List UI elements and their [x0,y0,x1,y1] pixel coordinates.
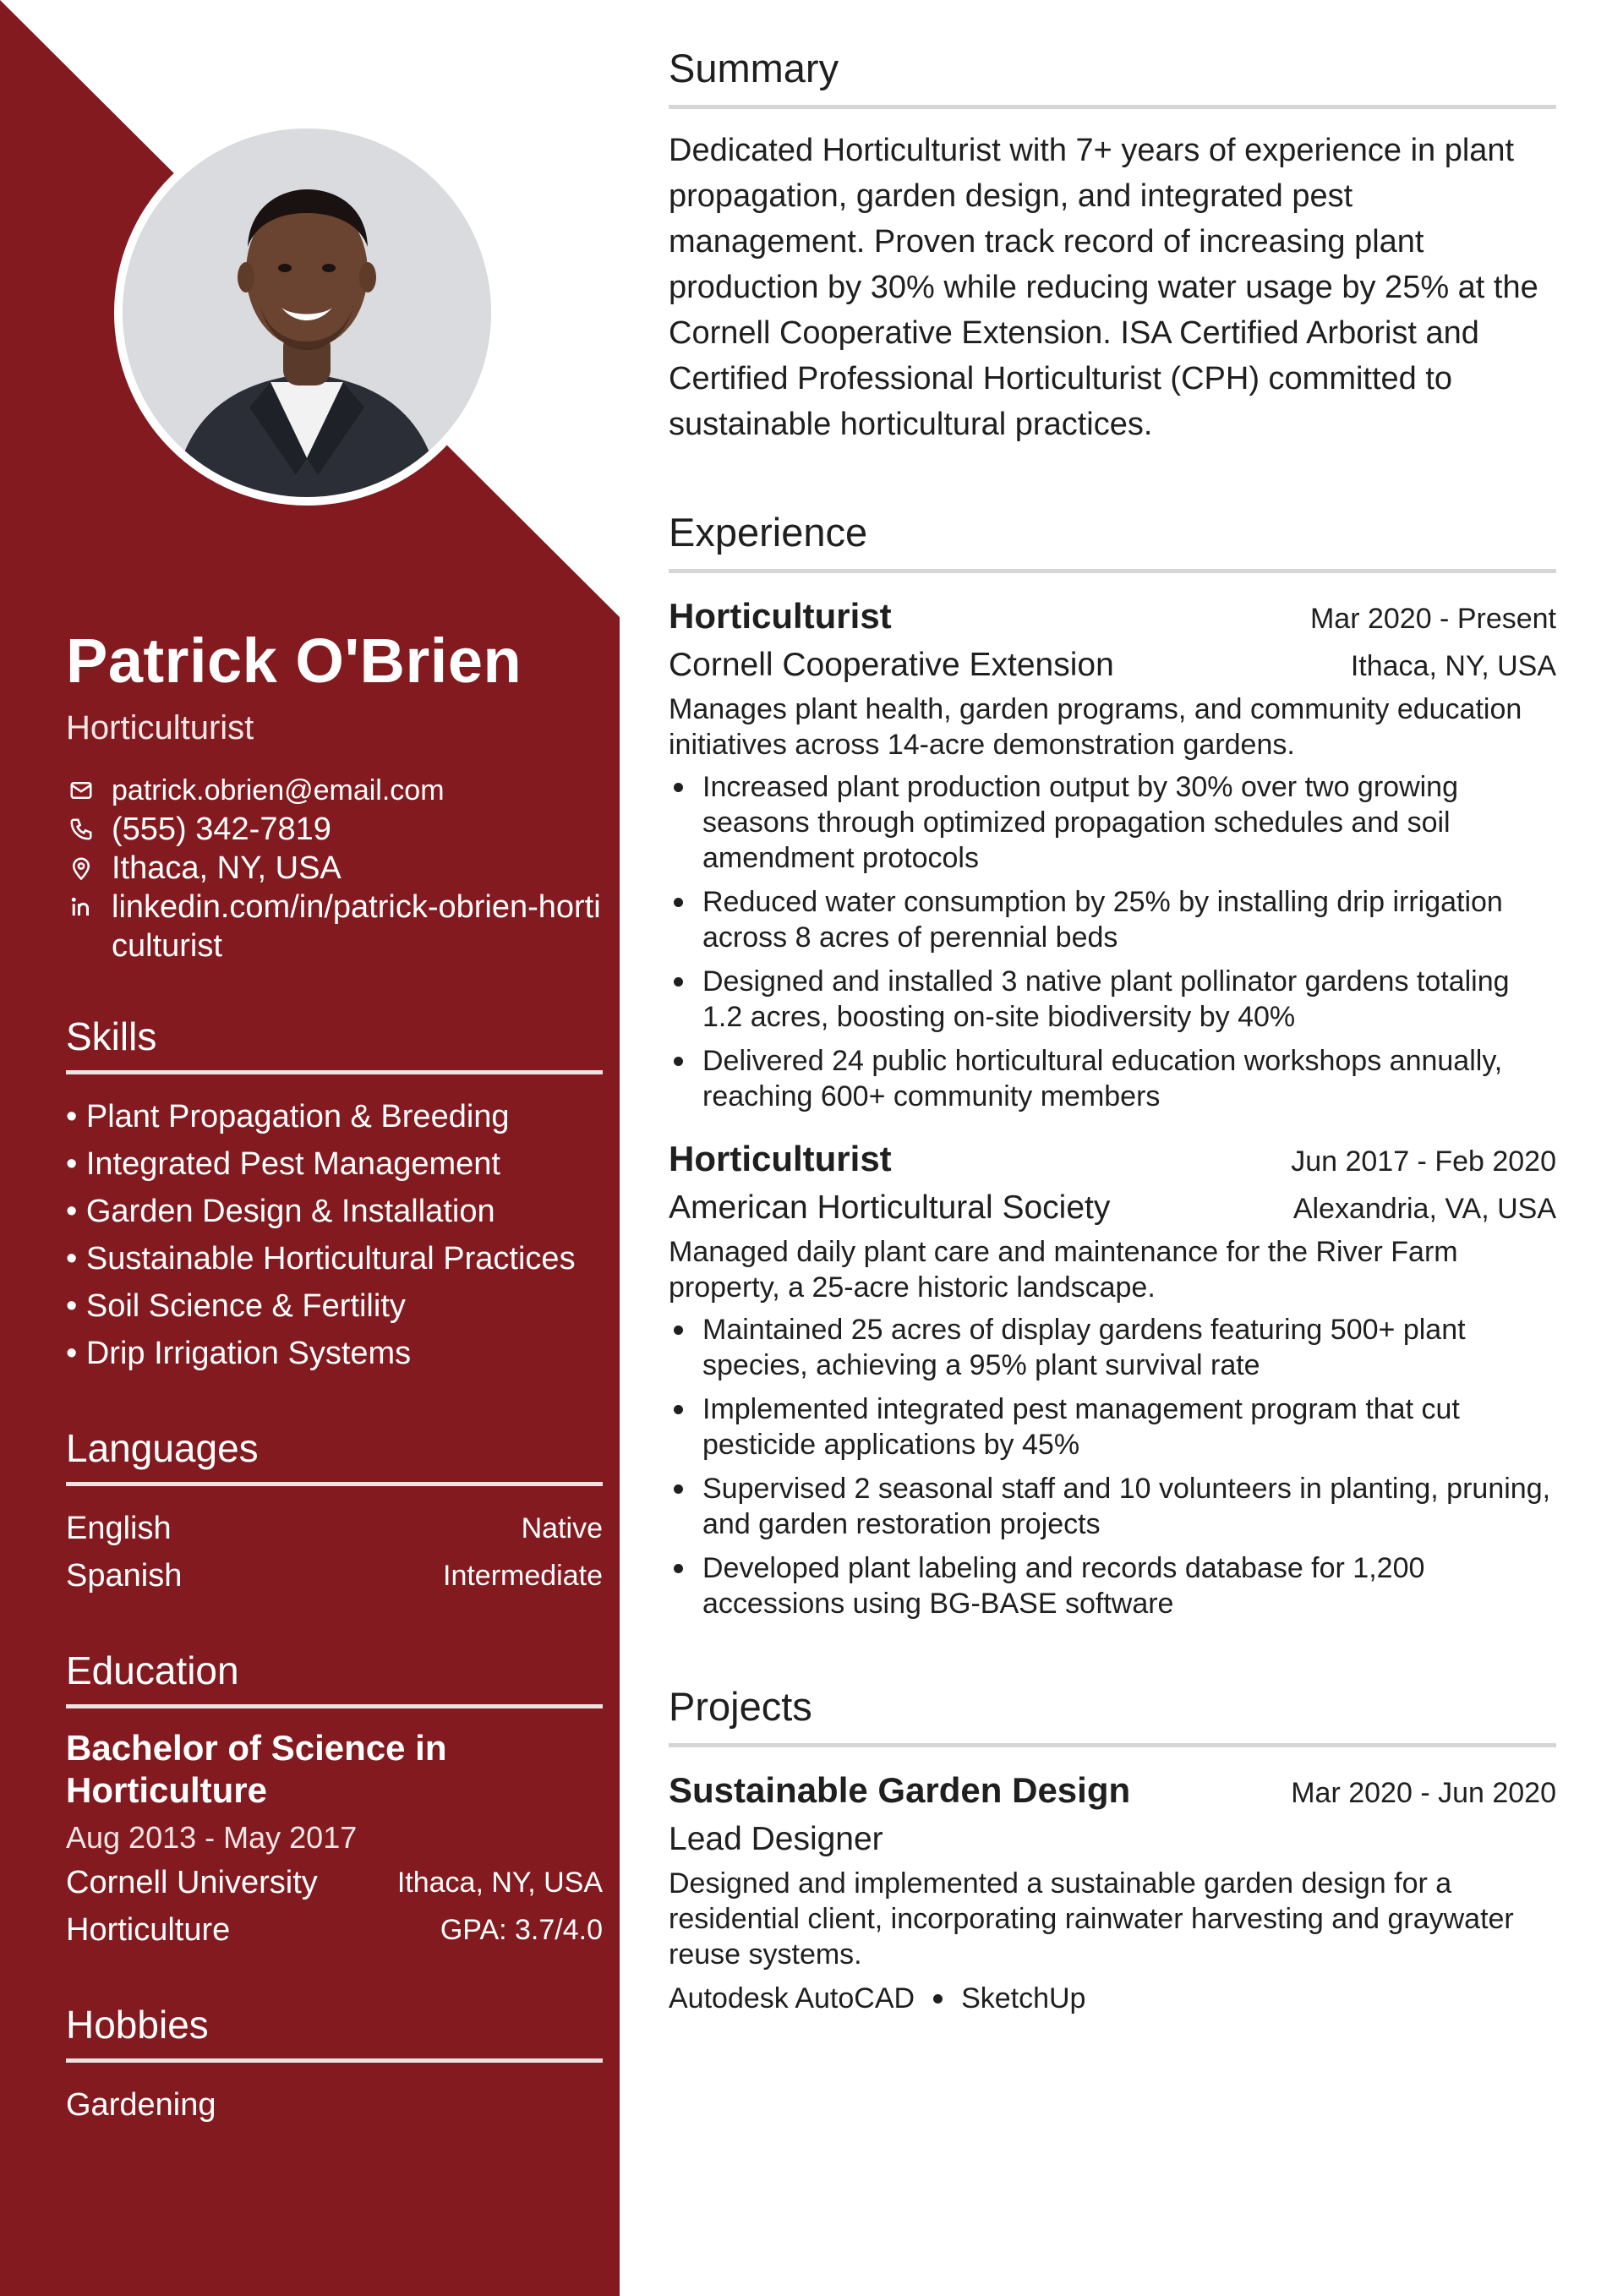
languages-title: Languages [66,1426,259,1470]
job-bullet: Implemented integrated pest management program that cut pesticide applications by 45% [669,1391,1556,1462]
language-name: Spanish [66,1558,183,1594]
job-dates: Mar 2020 - Present [1309,603,1556,635]
job-location: Ithaca, NY, USA [1350,650,1556,682]
job-title: Horticulturist [669,1139,892,1178]
project-title: Sustainable Garden Design [669,1770,1131,1810]
job-bullet: Designed and installed 3 native plant pollinator gardens totaling 1.2 acres, boosting on-site biodiversity by 40% [669,964,1556,1035]
hobbies-section [66,2001,603,2129]
language-level: Intermediate [443,1560,603,1592]
languages-divider [66,1482,603,1486]
language-name: English [66,1511,172,1546]
job-dates: Jun 2017 - Feb 2020 [1291,1145,1556,1178]
experience-entry [669,1134,1556,1621]
job-bullet: Delivered 24 public horticultural education workshops annually, reaching 600+ community members [669,1043,1556,1114]
contact-phone-text: (555) 342-7819 [112,812,331,847]
phone-icon [66,810,96,849]
project-role: Lead Designer [669,1821,883,1857]
summary-divider [669,105,1556,109]
main-content [669,44,1556,2020]
skills-section [66,1013,603,1377]
summary-text: Dedicated Horticulturist with 7+ years of experience in plant propagation, garden design, and integrated pest management. Proven track record of increasing plant production by 30% while reducing water usage by 25% at the Cornell Cooperative Extension. ISA Certified Arborist and Certified Professional Horticulturist (CPH) committed to sustainable horticultural practices. [669,133,1538,442]
skills-divider [66,1070,603,1074]
project-description: Designed and implemented a sustainable garden design for a residential client, incorporating rainwater harvesting and graywater reuse systems. [669,1867,1514,1971]
experience-section [669,508,1556,1621]
contact-email-text: patrick.obrien@email.com [112,774,445,806]
project-tools [669,1977,1556,2020]
job-description: Managed daily plant care and maintenance for the River Farm property, a 25-acre historic landscape. [669,1236,1458,1304]
skill-item: • Sustainable Horticultural Practices [66,1241,576,1276]
contact-email[interactable] [66,771,603,810]
job-bullet: Reduced water consumption by 25% by installing drip irrigation across 8 acres of perennial beds [669,884,1556,955]
summary-title: Summary [669,46,839,90]
skill-item: • Garden Design & Installation [66,1194,495,1229]
project-entry [669,1766,1556,2020]
education-school: Cornell University [66,1865,318,1900]
linkedin-icon [66,888,96,927]
skill-item: • Plant Propagation & Breeding [66,1099,510,1134]
experience-divider [669,569,1556,573]
project-tool: Autodesk AutoCAD [669,1982,915,2014]
job-bullets [669,769,1556,1114]
language-row [66,1552,603,1599]
hobbies-divider [66,2058,603,2063]
summary-section [669,44,1556,447]
education-divider [66,1704,603,1708]
mail-icon [66,771,96,810]
job-header-row [669,592,1556,641]
job-location: Alexandria, VA, USA [1292,1193,1556,1225]
sidebar [66,626,603,2129]
education-degree: Bachelor of Science in Horticulture [66,1728,447,1810]
education-school-row [66,1859,603,1906]
job-header-row [669,1134,1556,1184]
projects-divider [669,1743,1556,1747]
job-bullet: Supervised 2 seasonal staff and 10 volunteers in planting, pruning, and garden restoration projects [669,1471,1556,1542]
skill-item: • Soil Science & Fertility [66,1288,406,1324]
job-bullet: Developed plant labeling and records database for 1,200 accessions using BG-BASE software [669,1550,1556,1621]
job-title: Horticulturist [669,596,892,636]
job-description: Manages plant health, garden programs, and community education initiatives across 14-acre demonstration gardens. [669,693,1522,761]
skills-title: Skills [66,1014,157,1058]
education-location: Ithaca, NY, USA [396,1867,603,1899]
hobby-text: Gardening [66,2087,216,2123]
job-company-row [669,1184,1556,1233]
experience-title: Experience [669,510,868,555]
projects-title: Projects [669,1684,812,1729]
language-level: Native [521,1512,603,1544]
job-company: Cornell Cooperative Extension [669,647,1114,683]
avatar-image [123,128,491,497]
education-section [66,1647,603,1954]
language-row [66,1505,603,1552]
contact-location [66,849,603,888]
education-dates: Aug 2013 - May 2017 [66,1820,358,1855]
job-company-row [669,641,1556,690]
candidate-role: Horticulturist [66,709,254,746]
project-dates: Mar 2020 - Jun 2020 [1291,1777,1556,1809]
skill-item: • Drip Irrigation Systems [66,1336,412,1371]
contact-linkedin-text: linkedin.com/in/patrick-obrien-horticulturist [112,889,601,964]
job-bullet: Increased plant production output by 30% over two growing seasons through optimized propagation schedules and soil amendment protocols [669,769,1556,876]
education-title: Education [66,1648,239,1692]
candidate-name: Patrick O'Brien [66,626,522,696]
avatar [123,128,491,497]
contact-list [66,771,603,965]
education-gpa: GPA: 3.7/4.0 [440,1914,603,1946]
project-tool: SketchUp [961,1982,1086,2014]
tool-separator [933,1994,943,2004]
contact-location-text: Ithaca, NY, USA [112,850,342,886]
languages-section [66,1424,603,1599]
project-header-row [669,1766,1556,1815]
projects-section [669,1682,1556,2020]
skill-item: • Integrated Pest Management [66,1146,500,1182]
contact-phone[interactable] [66,810,603,849]
job-bullet: Maintained 25 acres of display gardens featuring 500+ plant species, achieving a 95% plant survival rate [669,1312,1556,1383]
education-field: Horticulture [66,1912,231,1948]
location-pin-icon [66,849,96,888]
hobbies-title: Hobbies [66,2003,209,2047]
contact-linkedin[interactable] [66,888,603,965]
hobby-item [66,2081,603,2129]
job-bullets [669,1312,1556,1621]
job-company: American Horticultural Society [669,1189,1111,1226]
education-field-row [66,1906,603,1954]
experience-entry [669,592,1556,1114]
